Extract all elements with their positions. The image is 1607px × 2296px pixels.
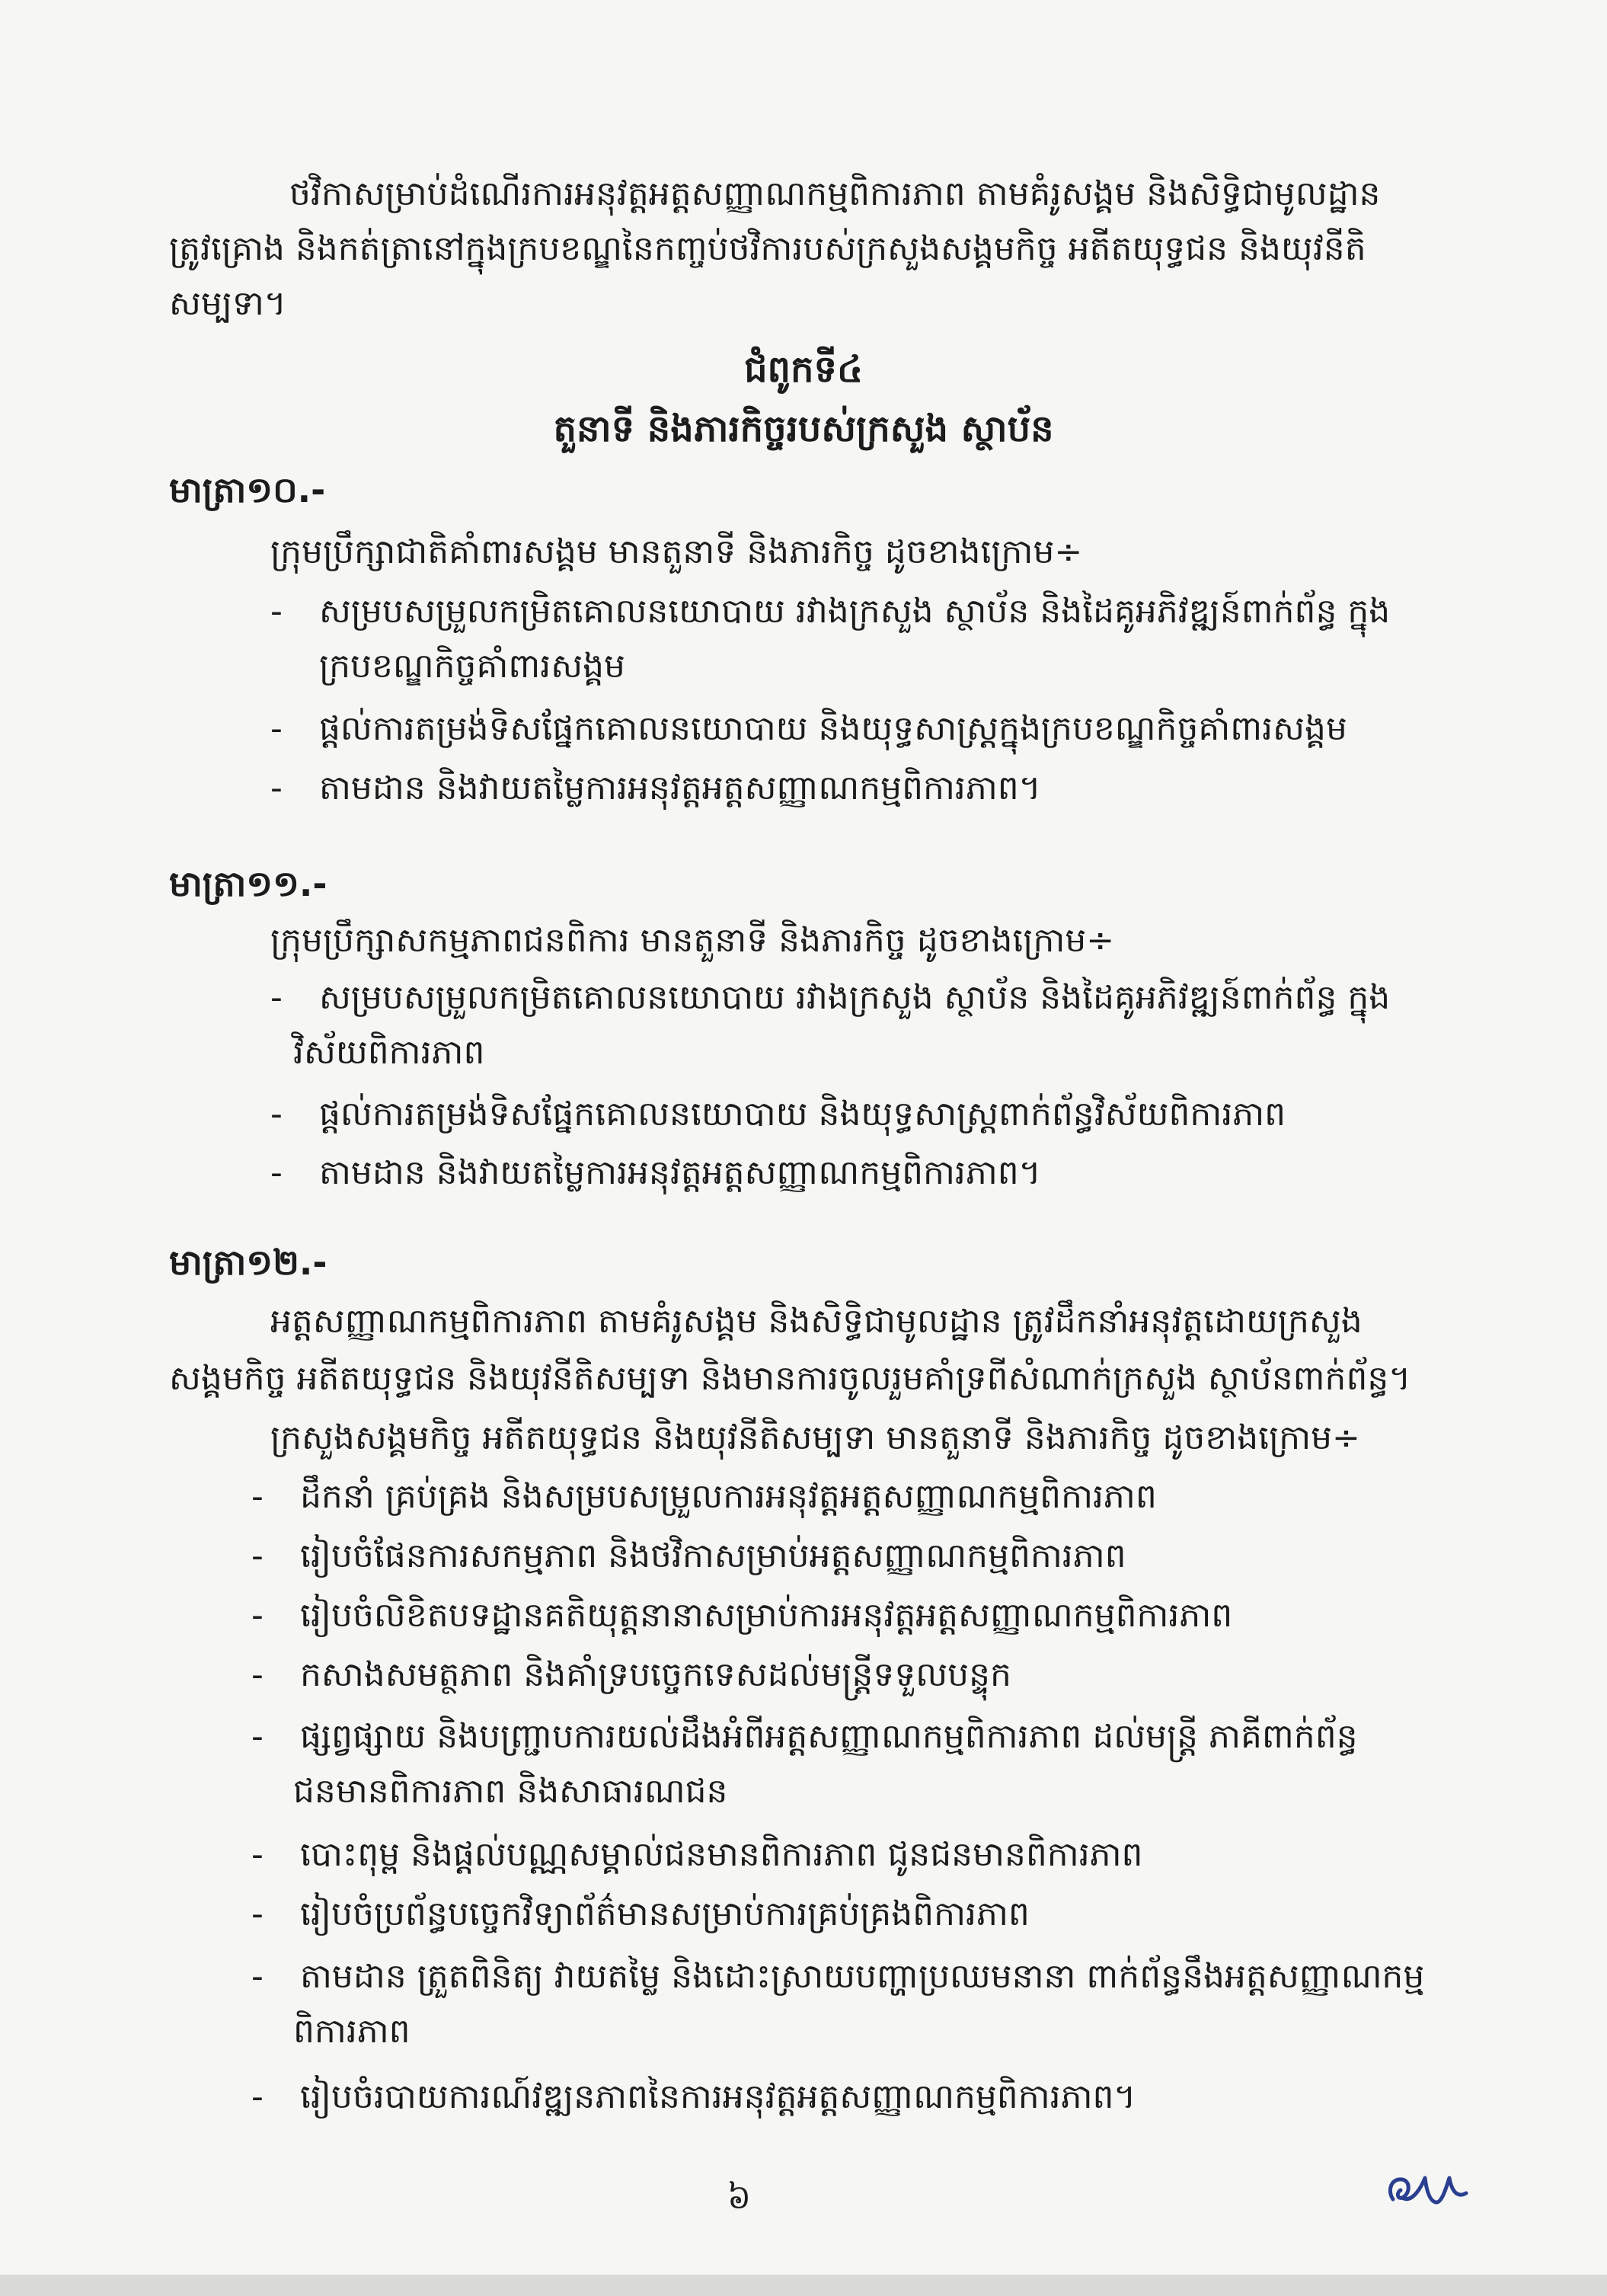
bullet-text: បោះពុម្ព និងផ្តល់បណ្ណសម្គាល់ជនមានពិការភាព ជូនជនមានពិការភាព xyxy=(300,1835,1143,1874)
bullet-dash: - xyxy=(251,1835,264,1874)
bullet-dash: - xyxy=(270,709,283,748)
bullet-text: កសាងសមត្ថភាព និងគាំទ្របច្ចេកទេសដល់មន្ត្រីទទួលបន្ទុក xyxy=(300,1655,1011,1694)
bullet-dash: - xyxy=(251,2077,264,2116)
article-12-item-5-cont: ជនមានពិការភាព និងសាធារណជន xyxy=(293,1772,728,1811)
bullet-text: រៀបចំផែនការសកម្មភាព និងថវិកាសម្រាប់អត្តសញ្ញាណកម្មពិការភាព xyxy=(300,1537,1126,1575)
article-11-intro: ក្រុមប្រឹក្សាសកម្មភាពជនពិការ មានតួនាទី និងភារកិច្ច ដូចខាងក្រោម÷ xyxy=(270,921,1115,960)
bullet-dash: - xyxy=(270,592,283,631)
bullet-text: សម្របសម្រួលកម្រិតគោលនយោបាយ រវាងក្រសួង ស្ថាប័ន និងដៃគូអភិវឌ្ឍន៍ពាក់ព័ន្ធ ក្នុង xyxy=(319,592,1391,631)
bullet-dash: - xyxy=(251,1957,264,1996)
bullet-text: រៀបចំប្រព័ន្ធបច្ចេកវិទ្យាព័ត៌មានសម្រាប់ការគ្រប់គ្រងពិការភាព xyxy=(300,1895,1030,1933)
bullet-dash: - xyxy=(270,1095,283,1134)
article-12-title: មាត្រា១២.- xyxy=(169,1242,327,1283)
intro-line-3: សម្បទា។ xyxy=(169,284,286,323)
bullet-dash: - xyxy=(270,1153,283,1192)
bullet-dash: - xyxy=(270,978,283,1017)
handwritten-mark-icon xyxy=(1382,2160,1474,2221)
bullet-dash: - xyxy=(251,1537,264,1575)
bullet-text: ផ្សព្វផ្សាយ និងបញ្ជ្រាបការយល់ដឹងអំពីអត្តសញ្ញាណកម្មពិការភាព ដល់មន្ត្រី ភាគីពាក់ព័ន្ធ xyxy=(300,1717,1358,1756)
bullet-dash: - xyxy=(251,1596,264,1635)
bullet-text: សម្របសម្រួលកម្រិតគោលនយោបាយ រវាងក្រសួង ស្ថាប័ន និងដៃគូអភិវឌ្ឍន៍ពាក់ព័ន្ធ ក្នុង xyxy=(319,978,1391,1017)
bullet-dash: - xyxy=(251,1655,264,1694)
bullet-text: ផ្តល់ការតម្រង់ទិសផ្នែកគោលនយោបាយ និងយុទ្ធសាស្ត្រពាក់ព័ន្ធវិស័យពិការភាព xyxy=(319,1095,1286,1134)
article-10-title: មាត្រា១០.- xyxy=(169,469,326,510)
bullet-dash: - xyxy=(251,1717,264,1756)
page-bottom-edge xyxy=(0,2275,1607,2296)
bullet-text: រៀបចំរបាយការណ៍វឌ្ឍនភាពនៃការអនុវត្តអត្តសញ្ញាណកម្មពិការភាព។ xyxy=(300,2077,1136,2116)
chapter-subtitle: តួនាទី និងភារកិច្ចរបស់ក្រសួង ស្ថាប័ន xyxy=(553,408,1054,450)
bullet-text: រៀបចំលិខិតបទដ្ឋានគតិយុត្តនានាសម្រាប់ការអនុវត្តអត្តសញ្ញាណកម្មពិការភាព xyxy=(300,1596,1233,1635)
article-12-item-8-cont: ពិការភាព xyxy=(293,2012,411,2051)
intro-line-1: ថវិកាសម្រាប់ដំណើរការអនុវត្តអត្តសញ្ញាណកម្មពិការភាព តាមគំរូសង្គម និងសិទ្ធិជាមូលដ្ឋាន xyxy=(289,174,1381,213)
article-11-title: មាត្រា១១.- xyxy=(169,863,327,904)
page-number: ៦ xyxy=(727,2178,752,2217)
bullet-text: តាមដាន និងវាយតម្លៃការអនុវត្តអត្តសញ្ញាណកម្មពិការភាព។ xyxy=(319,1153,1041,1192)
bullet-dash: - xyxy=(270,769,283,807)
article-10-item-1-cont: ក្របខណ្ឌកិច្ចគាំពារសង្គម xyxy=(319,647,625,686)
bullet-text: តាមដាន និងវាយតម្លៃការអនុវត្តអត្តសញ្ញាណកម្មពិការភាព។ xyxy=(319,769,1041,807)
bullet-dash: - xyxy=(251,1895,264,1933)
article-12-para-1-line-2: សង្គមកិច្ច អតីតយុទ្ធជន និងយុវនីតិសម្បទា និងមានការចូលរួមគាំទ្រពីសំណាក់ក្រសួង ស្ថាប័នពាក់ព័ន្ធ។ xyxy=(169,1359,1411,1398)
article-11-item-1-cont: វិស័យពិការភាព xyxy=(293,1033,485,1072)
chapter-title: ជំពូកទី៤ xyxy=(744,348,863,391)
bullet-text: តាមដាន ត្រួតពិនិត្យ វាយតម្លៃ និងដោះស្រាយបញ្ហាប្រឈមនានា ពាក់ព័ន្ធនឹងអត្តសញ្ញាណកម្ម xyxy=(300,1957,1425,1996)
article-12-para-2: ក្រសួងសង្គមកិច្ច អតីតយុទ្ធជន និងយុវនីតិសម្បទា មានតួនាទី និងភារកិច្ច ដូចខាងក្រោម÷ xyxy=(270,1418,1360,1457)
intro-line-2: ត្រូវគ្រោង និងកត់ត្រានៅក្នុងក្របខណ្ឌនៃកញ្ចប់ថវិការបស់ក្រសួងសង្គមកិច្ច អតីតយុទ្ធជន និងយុវនីតិ xyxy=(169,229,1366,268)
article-12-para-1-line-1: អត្តសញ្ញាណកម្មពិការភាព តាមគំរូសង្គម និងសិទ្ធិជាមូលដ្ឋាន ត្រូវដឹកនាំអនុវត្តដោយក្រសួង xyxy=(270,1302,1363,1341)
bullet-text: ផ្តល់ការតម្រង់ទិសផ្នែកគោលនយោបាយ និងយុទ្ធសាស្ត្រក្នុងក្របខណ្ឌកិច្ចគាំពារសង្គម xyxy=(319,709,1347,748)
bullet-text: ដឹកនាំ គ្រប់គ្រង និងសម្របសម្រួលការអនុវត្តអត្តសញ្ញាណកម្មពិការភាព xyxy=(300,1477,1157,1516)
bullet-dash: - xyxy=(251,1477,264,1516)
article-10-intro: ក្រុមប្រឹក្សាជាតិគាំពារសង្គម មានតួនាទី និងភារកិច្ច ដូចខាងក្រោម÷ xyxy=(270,532,1083,571)
